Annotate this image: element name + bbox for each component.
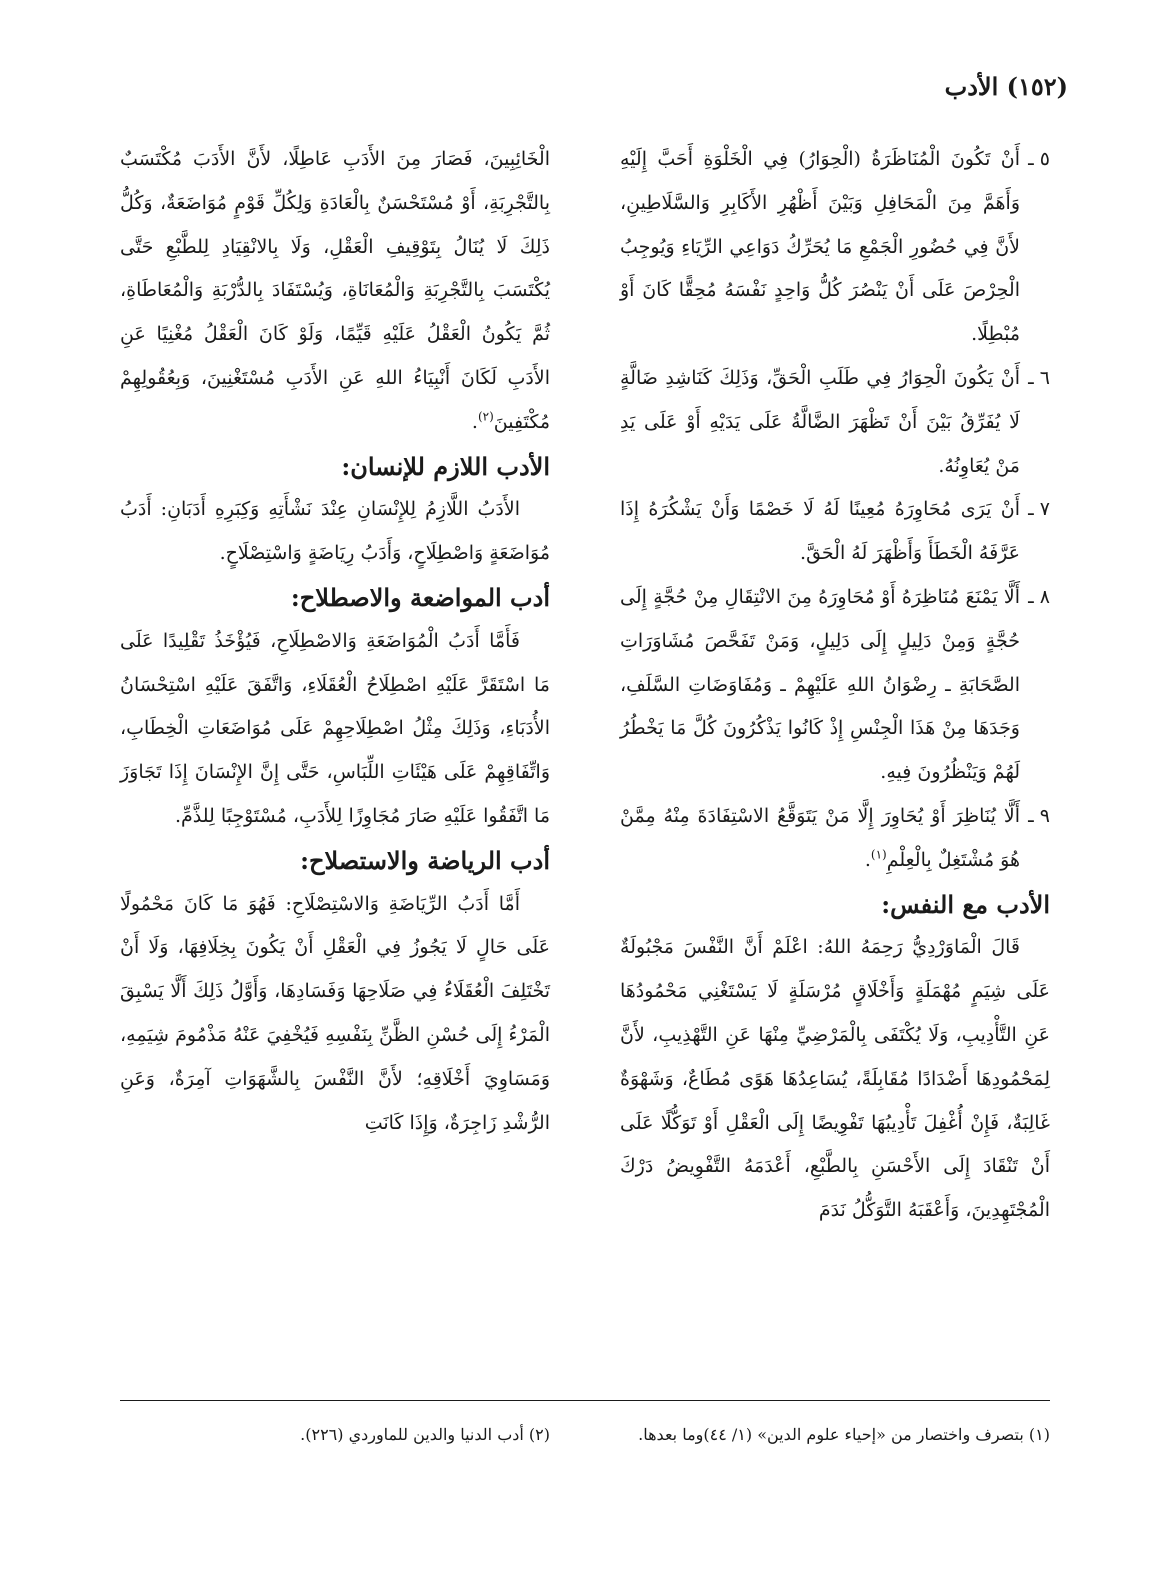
paragraph-continued-text: الْخَائِبِينَ، فَصَارَ مِنَ الأَدَبِ عَاطِلًا، لأَنَّ الأَدَبَ مُكْتَسَبٌ بِالتَّجْرِبَةِ، أَوْ مُسْتَحْسَنٌ بِالْعَادَةِ وَلِكُلِّ قَوْمٍ مُوَاضَعَةٌ، وَكُلُّ ذَلِكَ لَا يُنَالُ بِتَوْقِيفِ الْعَقْلِ، وَلَا بِالانْقِيَادِ لِلطَّبْعِ حَتَّى يُكْتَسَبَ بِالتَّجْرِبَةِ وَالْمُعَانَاةِ، وَيُسْتَفَادَ بِالدُّرْبَةِ وَالْمُعَاطَاةِ، ثُمَّ يَكُونُ الْعَقْلُ عَلَيْهِ قَيِّمًا، وَلَوْ كَانَ الْعَقْلُ مُغْنِيًا عَنِ الأَدَبِ لَكَانَ أَنْبِيَاءُ اللهِ عَنِ الأَدَبِ مُسْتَغْنِينَ، وَبِعُقُولِهِمْ مُكْتَفِينَ bbox=[120, 148, 550, 433]
paragraph-adab-riyada: أَمَّا أَدَبُ الرِّيَاضَةِ وَالاسْتِصْلَاحِ: فَهُوَ مَا كَانَ مَحْمُولًا عَلَى حَالٍ لَا يَجُوزُ فِي الْعَقْلِ أَنْ يَكُونَ بِخِلَافِهَا، وَلَا أَنْ تَخْتَلِفَ الْعُقَلَاءُ فِي صَلَاحِهَا وَفَسَادِهَا، وَأَوَّلُ ذَلِكَ أَلَّا يَسْبِقَ الْمَرْءُ إِلَى حُسْنِ الظَّنِّ بِنَفْسِهِ فَيُخْفِيَ عَنْهُ مَذْمُومَ شِيَمِهِ، وَمَسَاوِيَ أَخْلَاقِهِ؛ لأَنَّ النَّفْسَ بِالشَّهَوَاتِ آمِرَةٌ، وَعَنِ الرُّشْدِ زَاجِرَةٌ، وَإِذَا كَانَتِ bbox=[120, 892, 550, 1134]
paragraph-adab-nafs: قَالَ الْمَاوَرْدِيُّ رَحِمَهُ اللهُ: اعْلَمْ أَنَّ النَّفْسَ مَجْبُولَةٌ عَلَى شِيَمٍ مُهْمَلَةٍ وَأَخْلَاقٍ مُرْسَلَةٍ لَا يَسْتَغْنِي مَحْمُودُهَا عَنِ التَّأْدِيبِ، وَلَا يُكْتَفَى بِالْمَرْضِيِّ مِنْهَا عَنِ التَّهْذِيبِ، لأَنَّ لِمَحْمُودِهَا أَضْدَادًا مُقَابِلَةً، يُسَاعِدُهَا هَوًى مُطَاعٌ، وَشَهْوَةٌ غَالِبَةٌ، فَإِنْ أُغْفِلَ تَأْدِيبُهَا تَفْوِيضًا إِلَى الْعَقْلِ أَوْ تَوَكُّلًا عَلَى أَنْ تَنْقَادَ إِلَى الأَحْسَنِ بِالطَّبْعِ، أَعْدَمَهُ التَّفْوِيضُ دَرْكَ الْمُجْتَهِدِينَ، وَأَعْقَبَهُ التَّوَكُّلُ نَدَمَ bbox=[620, 936, 1050, 1222]
paragraph-continued: الْخَائِبِينَ، فَصَارَ مِنَ الأَدَبِ عَاطِلًا، لأَنَّ الأَدَبَ مُكْتَسَبٌ بِالتَّجْرِبَةِ، أَوْ مُسْتَحْسَنٌ بِالْعَادَةِ وَلِكُلِّ قَوْمٍ مُوَاضَعَةٌ، وَكُلُّ ذَلِكَ لَا يُنَالُ بِتَوْقِيفِ الْعَقْلِ، وَلَا بِالانْقِيَادِ لِلطَّبْعِ حَتَّى يُكْتَسَبَ بِالتَّجْرِبَةِ وَالْمُعَانَاةِ، وَيُسْتَفَادَ بِالدُّرْبَةِ وَالْمُعَاطَاةِ، ثُمَّ يَكُونُ الْعَقْلُ عَلَيْهِ قَيِّمًا، وَلَوْ كَانَ الْعَقْلُ مُغْنِيًا عَنِ الأَدَبِ لَكَانَ أَنْبِيَاءُ اللهِ عَنِ الأَدَبِ مُسْتَغْنِينَ، وَبِعُقُولِهِمْ مُكْتَفِينَ$^{(٢)}$. bbox=[120, 148, 550, 433]
list-item-number: ٨ ـ bbox=[1028, 585, 1050, 608]
list-item-text: أَلَّا يَمْنَعَ مُنَاظِرَهُ أَوْ مُحَاوِرَهُ مِنَ الانْتِقَالِ مِنْ حُجَّةٍ إِلَى حُجَّةٍ وَمِنْ دَلِيلٍ إِلَى دَلِيلٍ، وَمَنْ تَفَحَّصَ مُشَاوَرَاتِ الصَّحَابَةِ ـ رِضْوَانُ اللهِ عَلَيْهِمْ ـ وَمُفَاوَضَاتِ السَّلَفِ، وَجَدَهَا مِنْ هَذَا الْجِنْسِ إِذْ كَانُوا يَذْكُرُونَ كُلَّ مَا يَخْطُرُ لَهُمْ وَيَنْظُرُونَ فِيهِ. bbox=[620, 585, 1020, 784]
page-header bbox=[945, 72, 1068, 101]
list-item-text: أَنْ يَرَى مُحَاوِرَهُ مُعِينًا لَهُ لَا خَصْمًا وَأَنْ يَشْكُرَهُ إِذَا عَرَّفَهُ الْخَطَأَ وَأَظْهَرَ لَهُ الْحَقَّ. bbox=[620, 498, 1020, 565]
footnote-1: (١) بتصرف واختصار من «إحياء علوم الدين» (١/ ٤٤)وما بعدها. bbox=[638, 1425, 1050, 1444]
list-item-number: ٧ ـ bbox=[1028, 498, 1050, 521]
list-item bbox=[620, 488, 1050, 576]
page-number-title: (١٥٢) الأدب bbox=[944, 72, 1068, 101]
left-column bbox=[120, 138, 550, 1145]
footnote-2: (٢) أدب الدنيا والدين للماوردي (٢٢٦). bbox=[300, 1425, 550, 1444]
list-item bbox=[620, 576, 1050, 795]
paragraph-adab-insan: الأَدَبُ اللَّازِمُ لِلإِنْسَانِ عِنْدَ نَشْأَتِهِ وَكِبَرِهِ أَدَبَانِ: أَدَبُ مُوَاضَعَةٍ وَاصْطِلَاحٍ، وَأَدَبُ رِيَاضَةٍ وَاسْتِصْلَاحٍ. bbox=[120, 498, 550, 565]
list-item-number: ٥ ـ bbox=[1028, 148, 1050, 170]
paragraph-adab-muwada: فَأَمَّا أَدَبُ الْمُوَاضَعَةِ وَالاصْطِلَاحِ، فَيُؤْخَذُ تَقْلِيدًا عَلَى مَا اسْتَقَرَّ عَلَيْهِ اصْطِلَاحُ الْعُقَلَاءِ، وَاتَّفَقَ عَلَيْهِ اسْتِحْسَانُ الأُدَبَاءِ، وَذَلِكَ مِثْلُ اصْطِلَاحِهِمْ عَلَى مُوَاضَعَاتِ الْخِطَابِ، وَاتِّفَاقِهِمْ عَلَى هَيْئَاتِ اللِّبَاسِ، حَتَّى إِنَّ الإِنْسَانَ إِذَا تَجَاوَزَ مَا اتَّفَقُوا عَلَيْهِ صَارَ مُجَاوِزًا لِلأَدَبِ، مُسْتَوْجِبًا لِلذَّمِّ. bbox=[120, 629, 550, 827]
list-item-text: أَنْ يَكُونَ الْحِوَارُ فِي طَلَبِ الْحَقِّ، وَذَلِكَ كَنَاشِدِ ضَالَّةٍ لَا يُفَرِّقُ بَيْنَ أَنْ تَظْهَرَ الضَّالَّةُ عَلَى يَدَيْهِ أَوْ عَلَى يَدِ مَنْ يُعَاوِنُهُ. bbox=[620, 366, 1020, 477]
footnote-ref-2[interactable]: (٢) bbox=[477, 409, 494, 424]
text-columns bbox=[120, 138, 1050, 1368]
footnote-ref-1[interactable]: (١) bbox=[870, 847, 887, 862]
right-column bbox=[620, 138, 1050, 1233]
list-item-number: ٦ ـ bbox=[1028, 366, 1050, 389]
heading-adab-muwada: أدب المواضعة والاصطلاح: bbox=[290, 582, 550, 612]
heading-adab-riyada: أدب الرياضة والاستصلاح: bbox=[300, 845, 550, 875]
footnote-divider bbox=[120, 1400, 1050, 1401]
heading-adab-nafs: الأدب مع النفس: bbox=[881, 889, 1050, 919]
footnotes bbox=[120, 1418, 1050, 1488]
list-item-text: أَلَّا يُنَاظِرَ أَوْ يُحَاوِرَ إِلَّا مَنْ يَتَوَقَّعُ الاسْتِفَادَةَ مِنْهُ مِمَّنْ هُوَ مُشْتَغِلٌ بِالْعِلْمِ$^{(١)}$. bbox=[620, 804, 1020, 871]
heading-adab-insan: الأدب اللازم للإنسان: bbox=[341, 451, 550, 481]
list-item bbox=[620, 138, 1050, 357]
list-item-text-body: أَلَّا يُنَاظِرَ أَوْ يُحَاوِرَ إِلَّا مَنْ يَتَوَقَّعُ الاسْتِفَادَةَ مِنْهُ مِمَّنْ هُوَ مُشْتَغِلٌ بِالْعِلْمِ bbox=[620, 804, 1020, 871]
list-item-number: ٩ ـ bbox=[1028, 804, 1050, 827]
list-item bbox=[620, 795, 1050, 883]
list-item bbox=[620, 357, 1050, 488]
list-item-text: أَنْ تَكُونَ الْمُنَاظَرَةُ (الْحِوَارُ) فِي الْخَلْوَةِ أَحَبَّ إِلَيْهِ وَأَهَمَّ مِنَ الْمَحَافِلِ وَبَيْنَ أَظْهُرِ الأَكَابِرِ وَالسَّلَاطِينِ، لأَنَّ فِي حُضُورِ الْجَمْعِ مَا يُحَرِّكُ دَوَاعِي الرِّيَاءِ وَيُوجِبُ الْحِرْصَ عَلَى أَنْ يَنْصُرَ كُلُّ وَاحِدٍ نَفْسَهُ مُحِقًّا كَانَ أَوْ مُبْطِلًا. bbox=[620, 148, 1020, 346]
